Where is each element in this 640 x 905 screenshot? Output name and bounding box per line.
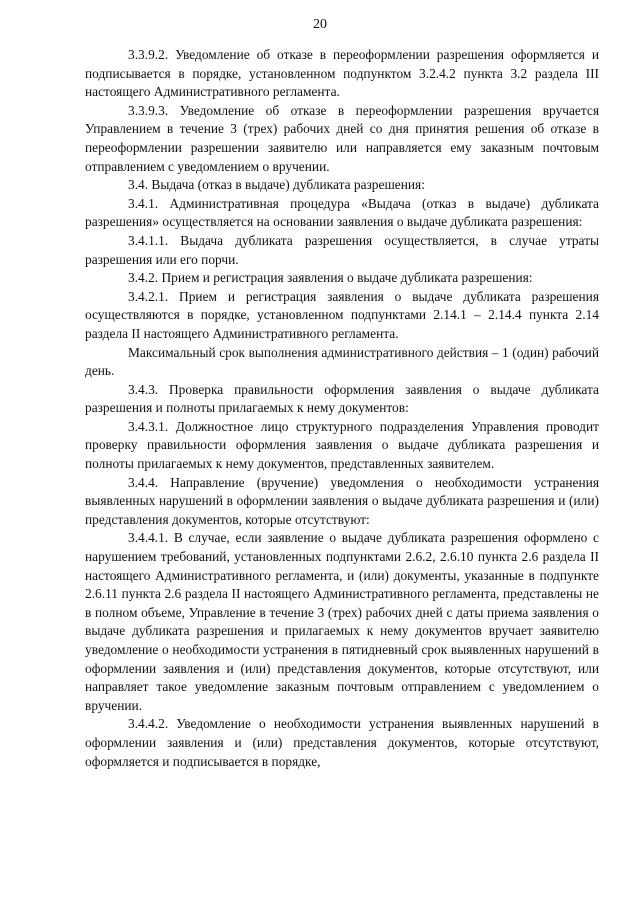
- page-number: 20: [313, 17, 327, 32]
- paragraph-3-4-1-1: 3.4.1.1. Выдача дубликата разрешения осуществляется, в случае утраты разрешения или его порчи.: [85, 232, 599, 267]
- paragraph-max-term: Максимальный срок выполнения административного действия – 1 (один) рабочий день.: [85, 344, 599, 379]
- document-body: [85, 46, 599, 771]
- paragraph-3-4-3-1: 3.4.3.1. Должностное лицо структурного подразделения Управления проводит проверку правильности оформления заявления о выдаче дубликата разрешения и полноты прилагаемых к нему документов, представленных заявителем.: [85, 418, 599, 472]
- paragraph-3-4-1: 3.4.1. Административная процедура «Выдача (отказ в выдаче) дубликата разрешения» осуществляется на основании заявления о выдаче дубликата разрешения:: [85, 195, 599, 230]
- paragraph-3-4-4-2: 3.4.4.2. Уведомление о необходимости устранения выявленных нарушений в оформлении заявления и (или) представления документов, которые отсутствуют, оформляется и подписывается в порядке,: [85, 716, 599, 769]
- paragraph-3-4-4-1: 3.4.4.1. В случае, если заявление о выдаче дубликата разрешения оформлено с нарушением требований, установленных подпунктами 2.6.2, 2.6.10 пункта 2.6 раздела II настоящего Административного регламента, и (или) документы, указанные в подпункте 2.6.11 пункта 2.6 раздела II настоящего Административного регламента, представлены не в полном объеме, Управление в течение 3 (трех) рабочих дней с даты приема заявления о выдаче дубликата разрешения и прилагаемых к нему документов вручает заявителю уведомление о необходимости устранения в пятидневный срок выявленных нарушений в оформлении заявления и (или) представления документов, которые отсутствуют, или направляет такое уведомление заказным почтовым отправлением с уведомлением о вручении.: [85, 530, 599, 713]
- paragraph-3-3-9-3: 3.3.9.3. Уведомление об отказе в переоформлении разрешения вручается Управлением в течение 3 (трех) рабочих дней со дня принятия решения об отказе в переоформлении разрешении заявителю или направляется ему заказным почтовым отправлением с уведомлением о вручении.: [85, 102, 599, 174]
- paragraph-3-4: 3.4. Выдача (отказ в выдаче) дубликата разрешения:: [128, 177, 425, 193]
- paragraph-3-4-2-1: 3.4.2.1. Прием и регистрация заявления о выдаче дубликата разрешения осуществляются в порядке, установленном подпунктами 2.14.1 – 2.14.4 пункта 2.14 раздела II настоящего Административного регламента.: [85, 288, 599, 341]
- paragraph-3-4-4: 3.4.4. Направление (вручение) уведомления о необходимости устранения выявленных нарушений в оформлении заявления о выдаче дубликата разрешения и (или) представления документов, которые отсутствуют:: [85, 474, 599, 527]
- paragraph-3-4-2: 3.4.2. Прием и регистрация заявления о выдаче дубликата разрешения:: [128, 270, 533, 286]
- paragraph-3-3-9-2: 3.3.9.2. Уведомление об отказе в переоформлении разрешения оформляется и подписывается в порядке, установленном подпунктом 3.2.4.2 пункта 3.2 раздела III настоящего Административного регламента.: [85, 47, 599, 100]
- paragraph-3-4-3: 3.4.3. Проверка правильности оформления заявления о выдаче дубликата разрешения и полноты прилагаемых к нему документов:: [85, 381, 599, 416]
